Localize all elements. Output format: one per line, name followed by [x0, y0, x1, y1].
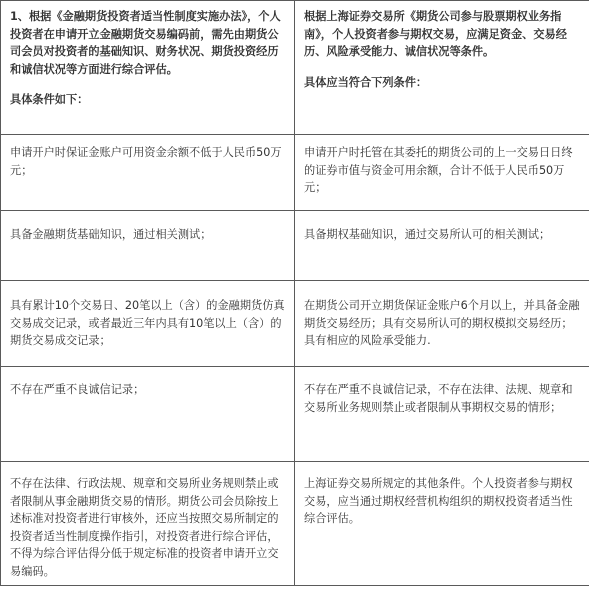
left-condition-cell: 申请开户时保证金账户可用资金余额不低于人民币50万元； [1, 135, 295, 211]
left-condition-cell: 不存在法律、行政法规、规章和交易所业务规则禁止或者限制从事金融期货交易的情形。期货公司会员除按上述标准对投资者进行审核外，还应当按照交易所制定的投资者适当性制度操作指引，对投资者进行综合评估，不得为综合评估得分低于规定标准的投资者申请开立交易编码。 [1, 462, 295, 586]
left-condition-cell: 不存在严重不良诚信记录； [1, 367, 295, 462]
right-condition-cell: 申请开户时托管在其委托的期货公司的上一交易日日终的证券市值与资金可用余额，合计不低于人民币50万元； [295, 135, 589, 211]
right-conditions-heading: 具体应当符合下列条件： [304, 75, 428, 89]
left-conditions-heading: 具体条件如下： [10, 93, 89, 107]
right-condition-cell: 在期货公司开立期货保证金账户6个月以上，并具备金融期货交易经历；具有交易所认可的期权模拟交易经历；具有相应的风险承受能力. [295, 281, 589, 367]
left-condition-cell: 具备金融期货基础知识，通过相关测试； [1, 211, 295, 281]
table-row [1, 367, 589, 462]
left-intro-text: 1、根据《金融期货投资者适当性制度实施办法》，个人投资者在申请开立金融期货交易编码前，需先由期货公司会员对投资者的基础知识、财务状况、期货投资经历和诚信状况等方面进行综合评估。 [10, 10, 281, 76]
right-condition-cell: 上海证券交易所规定的其他条件。个人投资者参与期权交易，应当通过期权经营机构组织的期权投资者适当性综合评估。 [295, 462, 589, 586]
right-header-cell [295, 1, 589, 135]
left-condition-cell: 具有累计10个交易日、20笔以上（含）的金融期货仿真交易成交记录，或者最近三年内具有10笔以上（含）的期货交易成交记录； [1, 281, 295, 367]
left-header-cell [1, 1, 295, 135]
table-row [1, 462, 589, 586]
right-intro-text: 根据上海证券交易所《期货公司参与股票期权业务指南》，个人投资者参与期权交易，应满足资金、交易经历、风险承受能力、诚信状况等条件。 [304, 10, 567, 59]
table-row [1, 211, 589, 281]
table-row [1, 281, 589, 367]
table-header-row [1, 1, 589, 135]
right-condition-cell: 不存在严重不良诚信记录，不存在法律、法规、规章和交易所业务规则禁止或者限制从事期权交易的情形； [295, 367, 589, 462]
table-row [1, 135, 589, 211]
right-condition-cell: 具备期权基础知识，通过交易所认可的相关测试； [295, 211, 589, 281]
